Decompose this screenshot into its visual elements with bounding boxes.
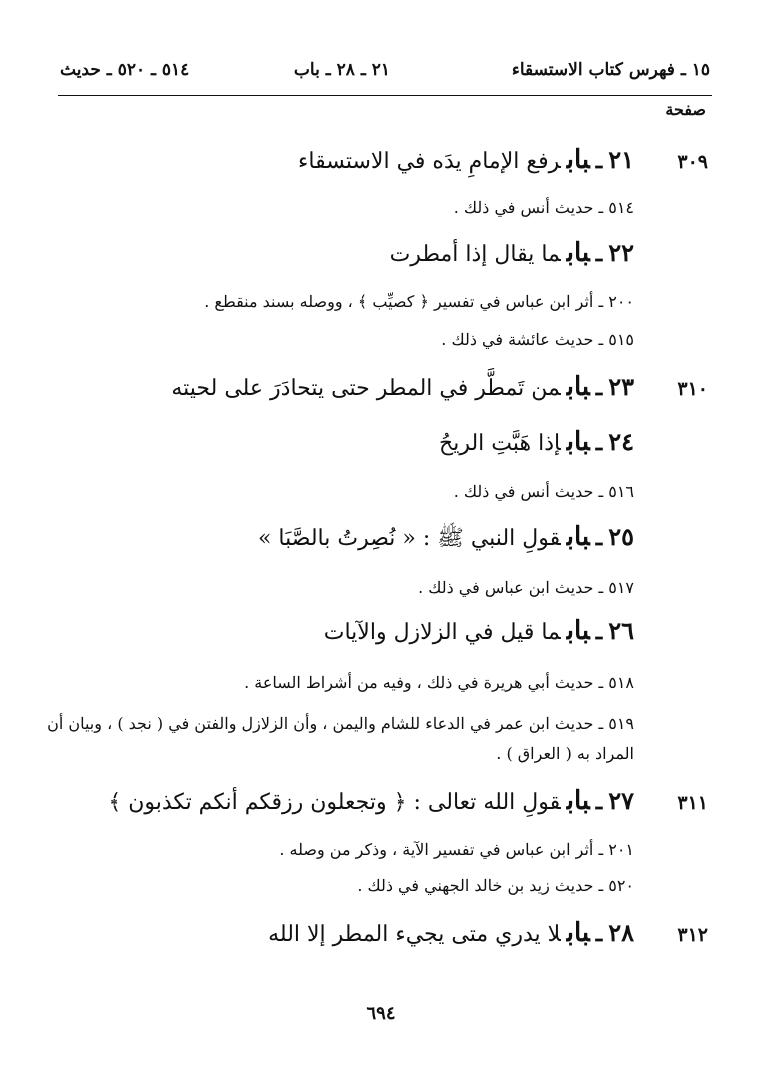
- athar-entry: ٢٠٠ ـ أثر ابن عباس في تفسير ﴿ كصيِّب ﴾ ، ووصله بسند منقطع .: [204, 292, 634, 311]
- hadith-entry: ٥١٥ ـ حديث عائشة في ذلك .: [441, 330, 634, 349]
- entry-row: [0, 198, 762, 238]
- chapter-bab-word: باب: [566, 238, 590, 268]
- chapter-separator: ـ: [595, 921, 603, 947]
- chapter-number: ٢٦: [608, 616, 634, 645]
- entry-row: [0, 709, 762, 773]
- chapter-row: [0, 372, 762, 412]
- entry-row: [0, 876, 762, 916]
- chapter-heading: [268, 918, 634, 948]
- page-column-label: صفحة: [665, 100, 706, 119]
- chapter-heading: [324, 616, 634, 646]
- header-divider: [58, 95, 712, 96]
- entry-row: [0, 482, 762, 522]
- chapter-row: [0, 427, 762, 467]
- entry-row: [0, 330, 762, 370]
- chapter-title: قولِ الله تعالى : ﴿ وتجعلون رزقكم أنكم تكذبون ﴾: [108, 790, 561, 815]
- chapter-separator: ـ: [595, 430, 603, 456]
- hadith-entry: ٥١٨ ـ حديث أبي هريرة في ذلك ، وفيه من أشراط الساعة .: [244, 673, 634, 692]
- chapter-row: [0, 238, 762, 278]
- chapter-number: ٢٥: [608, 522, 634, 551]
- chapter-separator: ـ: [595, 241, 603, 267]
- chapter-bab-word: باب: [566, 918, 590, 948]
- chapter-page-number: ٣٠٩: [677, 151, 708, 173]
- hadith-entry: ٥٢٠ ـ حديث زيد بن خالد الجهني في ذلك .: [357, 876, 634, 895]
- chapter-heading: [390, 238, 634, 268]
- chapter-bab-word: باب: [566, 145, 590, 175]
- chapter-separator: ـ: [595, 375, 603, 401]
- hadith-entry: ٥١٧ ـ حديث ابن عباس في ذلك .: [418, 578, 634, 597]
- chapter-number: ٢٤: [608, 427, 634, 456]
- chapter-number: ٢٨: [608, 918, 634, 947]
- entry-row: [0, 578, 762, 618]
- chapter-row: [0, 918, 762, 958]
- hadith-entry: ٥١٦ ـ حديث أنس في ذلك .: [453, 482, 634, 501]
- entry-row: [0, 292, 762, 332]
- entry-row: [0, 673, 762, 713]
- hadith-entry: ٥١٤ ـ حديث أنس في ذلك .: [453, 198, 634, 217]
- chapter-heading: [258, 522, 634, 556]
- header-chapters-range: ٢١ ـ ٢٨ ـ باب: [293, 60, 390, 80]
- chapter-row: [0, 786, 762, 826]
- chapter-bab-word: باب: [566, 616, 590, 646]
- chapter-page-number: ٣١١: [677, 792, 708, 814]
- chapter-separator: ـ: [595, 619, 603, 645]
- chapter-heading: [108, 786, 634, 816]
- chapter-title: إذا هَبَّتِ الريحُ: [439, 431, 561, 456]
- chapter-separator: ـ: [595, 789, 603, 815]
- chapter-bab-word: باب: [566, 372, 590, 402]
- chapter-bab-word: باب: [566, 786, 590, 816]
- chapter-title: من تَمطَّر في المطر حتى يتحادَرَ على لحيته: [171, 376, 561, 401]
- header-hadith-range: ٥١٤ ـ ٥٢٠ ـ حديث: [60, 60, 190, 80]
- chapter-title: رفع الإمامِ يدَه في الاستسقاء: [298, 149, 561, 174]
- chapter-heading: [171, 372, 634, 402]
- entry-row: [0, 840, 762, 880]
- chapter-number: ٢٧: [608, 786, 634, 815]
- chapter-heading: [439, 427, 634, 457]
- chapter-row: [0, 522, 762, 562]
- chapter-title: ما يقال إذا أمطرت: [389, 242, 561, 267]
- chapter-bab-word: باب: [566, 427, 590, 457]
- chapter-row: [0, 616, 762, 656]
- chapter-number: ٢٣: [608, 372, 634, 401]
- page-number: ٦٩٤: [366, 1003, 396, 1024]
- chapter-bab-word: باب: [566, 522, 590, 552]
- header-section-title: ١٥ ـ فهرس كتاب الاستسقاء: [511, 60, 710, 80]
- chapter-separator: ـ: [595, 148, 603, 174]
- running-header: [60, 60, 710, 90]
- chapter-page-number: ٣١٠: [677, 378, 708, 400]
- hadith-entry: ٥١٩ ـ حديث ابن عمر في الدعاء للشام واليمن ، وأن الزلازل والفتن في ( نجد ) ، وبيان أن المراد به ( العراق ) .: [47, 714, 634, 763]
- chapter-heading: [298, 145, 634, 175]
- chapter-separator: ـ: [595, 525, 603, 551]
- chapter-page-number: ٣١٢: [677, 924, 708, 946]
- chapter-row: [0, 145, 762, 185]
- chapter-title: ما قيل في الزلازل والآيات: [323, 620, 561, 645]
- athar-entry: ٢٠١ ـ أثر ابن عباس في تفسير الآية ، وذكر من وصله .: [279, 840, 634, 859]
- chapter-title: لا يدري متى يجيء المطر إلا الله: [268, 922, 561, 947]
- chapter-title: قولِ النبي ﷺ : « نُصِرتُ بالصَّبَا »: [257, 526, 561, 551]
- chapter-number: ٢١: [608, 145, 634, 174]
- chapter-number: ٢٢: [608, 238, 634, 267]
